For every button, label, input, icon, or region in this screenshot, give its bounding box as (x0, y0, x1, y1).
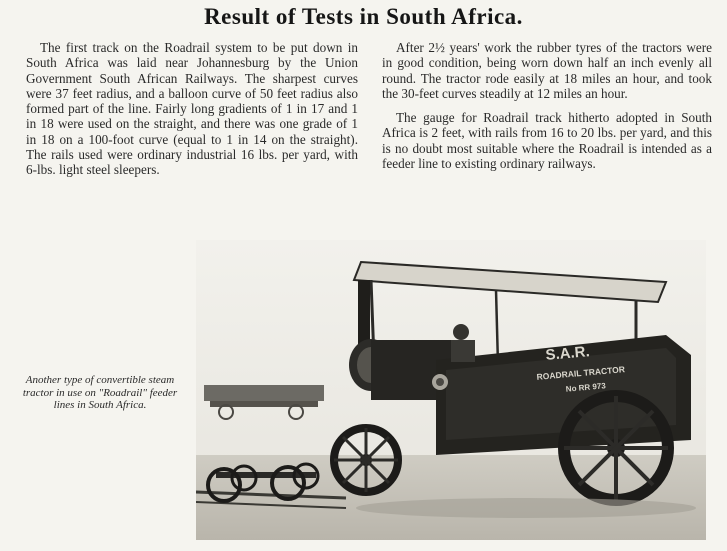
plate-line-2: ROADRAIL TRACTOR (536, 364, 626, 382)
article-title: Result of Tests in South Africa. (204, 4, 523, 29)
tractor-photo (196, 240, 706, 540)
right-paragraph-1: After 2½ years' work the rubber tyres of the tractors were in good condition, being worn down half an inch evenly all round. The tractor rode easily at 18 miles an hour, and took the 30-feet curves steadily at 12 miles an hour. (382, 40, 712, 101)
plate-line-3: No RR 973 (565, 381, 607, 394)
rear-wheel (564, 396, 668, 500)
left-column (26, 40, 358, 178)
tractor-illustration (196, 240, 706, 540)
photo-caption: Another type of convertible steam tractor in use on "Roadrail" feeder lines in South Africa. (22, 374, 178, 412)
front-wheel (334, 428, 398, 492)
left-paragraph-1: The first track on the Roadrail system to be put down in South Africa was laid near Johannesburg by the Union Government South African Railways. The sharpest curves were 37 feet radius, and a balloon curve of 50 feet radius also formed part of the line. Fairly long gradients of 1 in 17 and 1 in 18 were used on the straight, and there was one grade of 1 in 18 on a 100-foot curve (equal to 1 in 14 on the straight). The rails used were ordinary industrial 16 lbs. per yard, with 6-lbs. light steel sleepers. (26, 40, 358, 178)
right-paragraph-2: The gauge for Roadrail track hitherto adopted in South Africa is 2 feet, with rails from 16 to 20 lbs. per yard, and this is no doubt most suitable where the Roadrail is intended as a feeder line to existing ordinary railways. (382, 110, 712, 172)
right-column (382, 40, 712, 171)
plate-line-1: S.A.R. (544, 343, 591, 364)
